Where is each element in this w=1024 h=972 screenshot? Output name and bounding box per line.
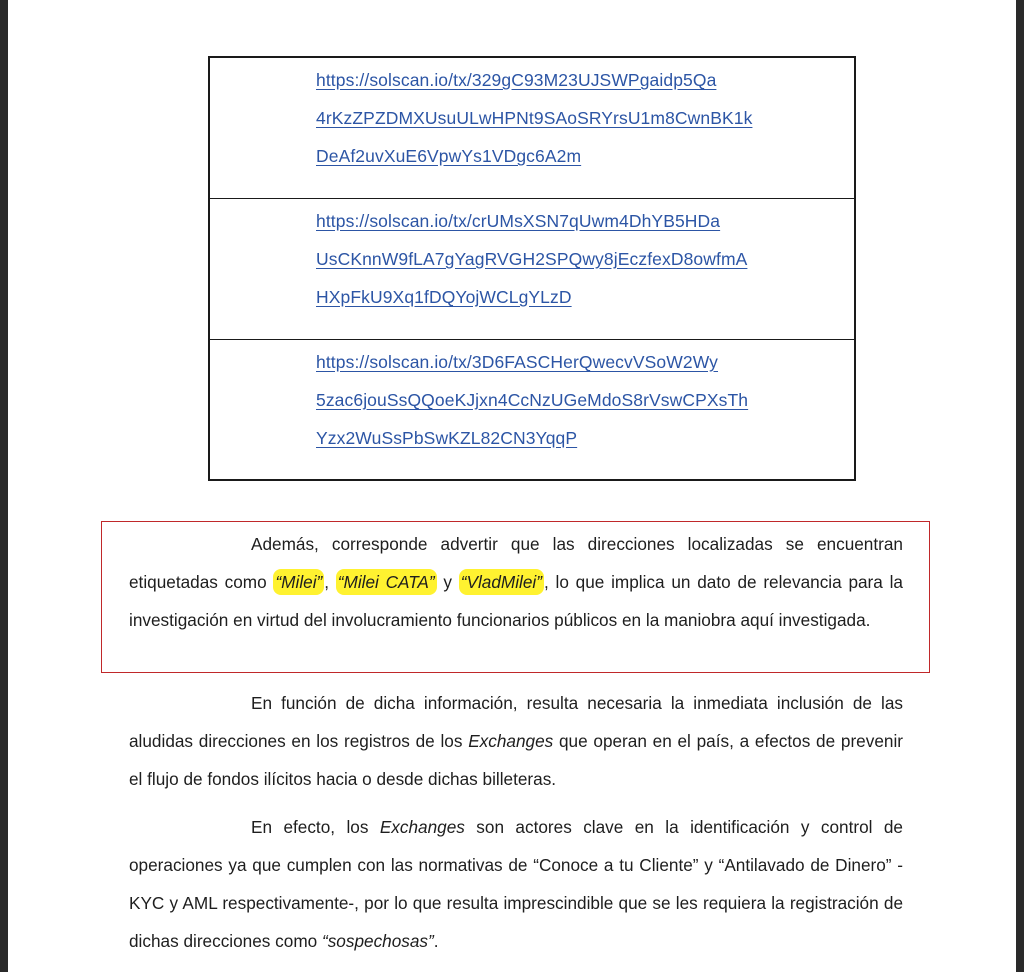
highlighted-tag: “VladMilei” bbox=[459, 569, 544, 595]
tx-link[interactable]: 4rKzZPZDMXUsuULwHPNt9SAoSRYrsU1m8CwnBK1k bbox=[316, 108, 753, 128]
tx-link[interactable]: Yzx2WuSsPbSwKZL82CN3YqqP bbox=[316, 428, 578, 448]
tx-link[interactable]: DeAf2uvXuE6VpwYs1VDgc6A2m bbox=[316, 146, 582, 166]
transaction-table bbox=[208, 56, 856, 481]
text: son actores clave en la identificación y control de operaciones ya que cumplen con las normativas de “Conoce a tu Cliente” y “Antilavado de Dinero” -KYC y AML respectivamente-, por lo que resulta imprescindible que se les requiera la registración de dichas direcciones como bbox=[129, 817, 903, 951]
italic-term: “sospechosas” bbox=[321, 931, 434, 951]
tx-link[interactable]: UsCKnnW9fLA7gYagRVGH2SPQwy8jEczfexD8owfmA bbox=[316, 249, 748, 269]
text: , bbox=[324, 572, 336, 592]
text: . bbox=[433, 931, 439, 951]
paragraph-inclusion bbox=[129, 684, 903, 798]
italic-term: Exchanges bbox=[468, 731, 554, 751]
text: que operan en el país, a efectos de prevenir el flujo de fondos ilícitos hacia o desde dichas billeteras. bbox=[129, 731, 903, 789]
text: y bbox=[436, 572, 459, 592]
tx-link[interactable]: https://solscan.io/tx/329gC93M23UJSWPgaidp5Qa bbox=[316, 70, 717, 90]
highlighted-tag: “Milei CATA” bbox=[336, 569, 437, 595]
text: Además, corresponde advertir que las direcciones localizadas se encuentran etiquetadas como bbox=[129, 534, 903, 592]
tx-link[interactable]: HXpFkU9Xq1fDQYojWCLgYLzD bbox=[316, 287, 572, 307]
document-page bbox=[8, 0, 1016, 972]
highlighted-tag: “Milei” bbox=[273, 569, 324, 595]
text: En función de dicha información, resulta necesaria la inmediata inclusión de las aludidas direcciones en los registros de los bbox=[129, 693, 903, 751]
table-row bbox=[210, 58, 854, 199]
table-row bbox=[210, 340, 854, 481]
paragraph-exchanges bbox=[129, 808, 903, 960]
tx-link[interactable]: 5zac6jouSsQQoeKJjxn4CcNzUGeMdoS8rVswCPXsTh bbox=[316, 390, 749, 410]
paragraph-tags bbox=[129, 525, 903, 639]
tx-link[interactable]: https://solscan.io/tx/crUMsXSN7qUwm4DhYB5HDa bbox=[316, 211, 721, 231]
italic-term: Exchanges bbox=[379, 817, 465, 837]
text: En efecto, los bbox=[251, 817, 380, 837]
text: , lo que implica un dato de relevancia para la investigación en virtud del involucramiento funcionarios públicos en la maniobra aquí investigada. bbox=[129, 572, 903, 630]
tx-link[interactable]: https://solscan.io/tx/3D6FASCHerQwecvVSoW2Wy bbox=[316, 352, 719, 372]
table-row bbox=[210, 199, 854, 340]
